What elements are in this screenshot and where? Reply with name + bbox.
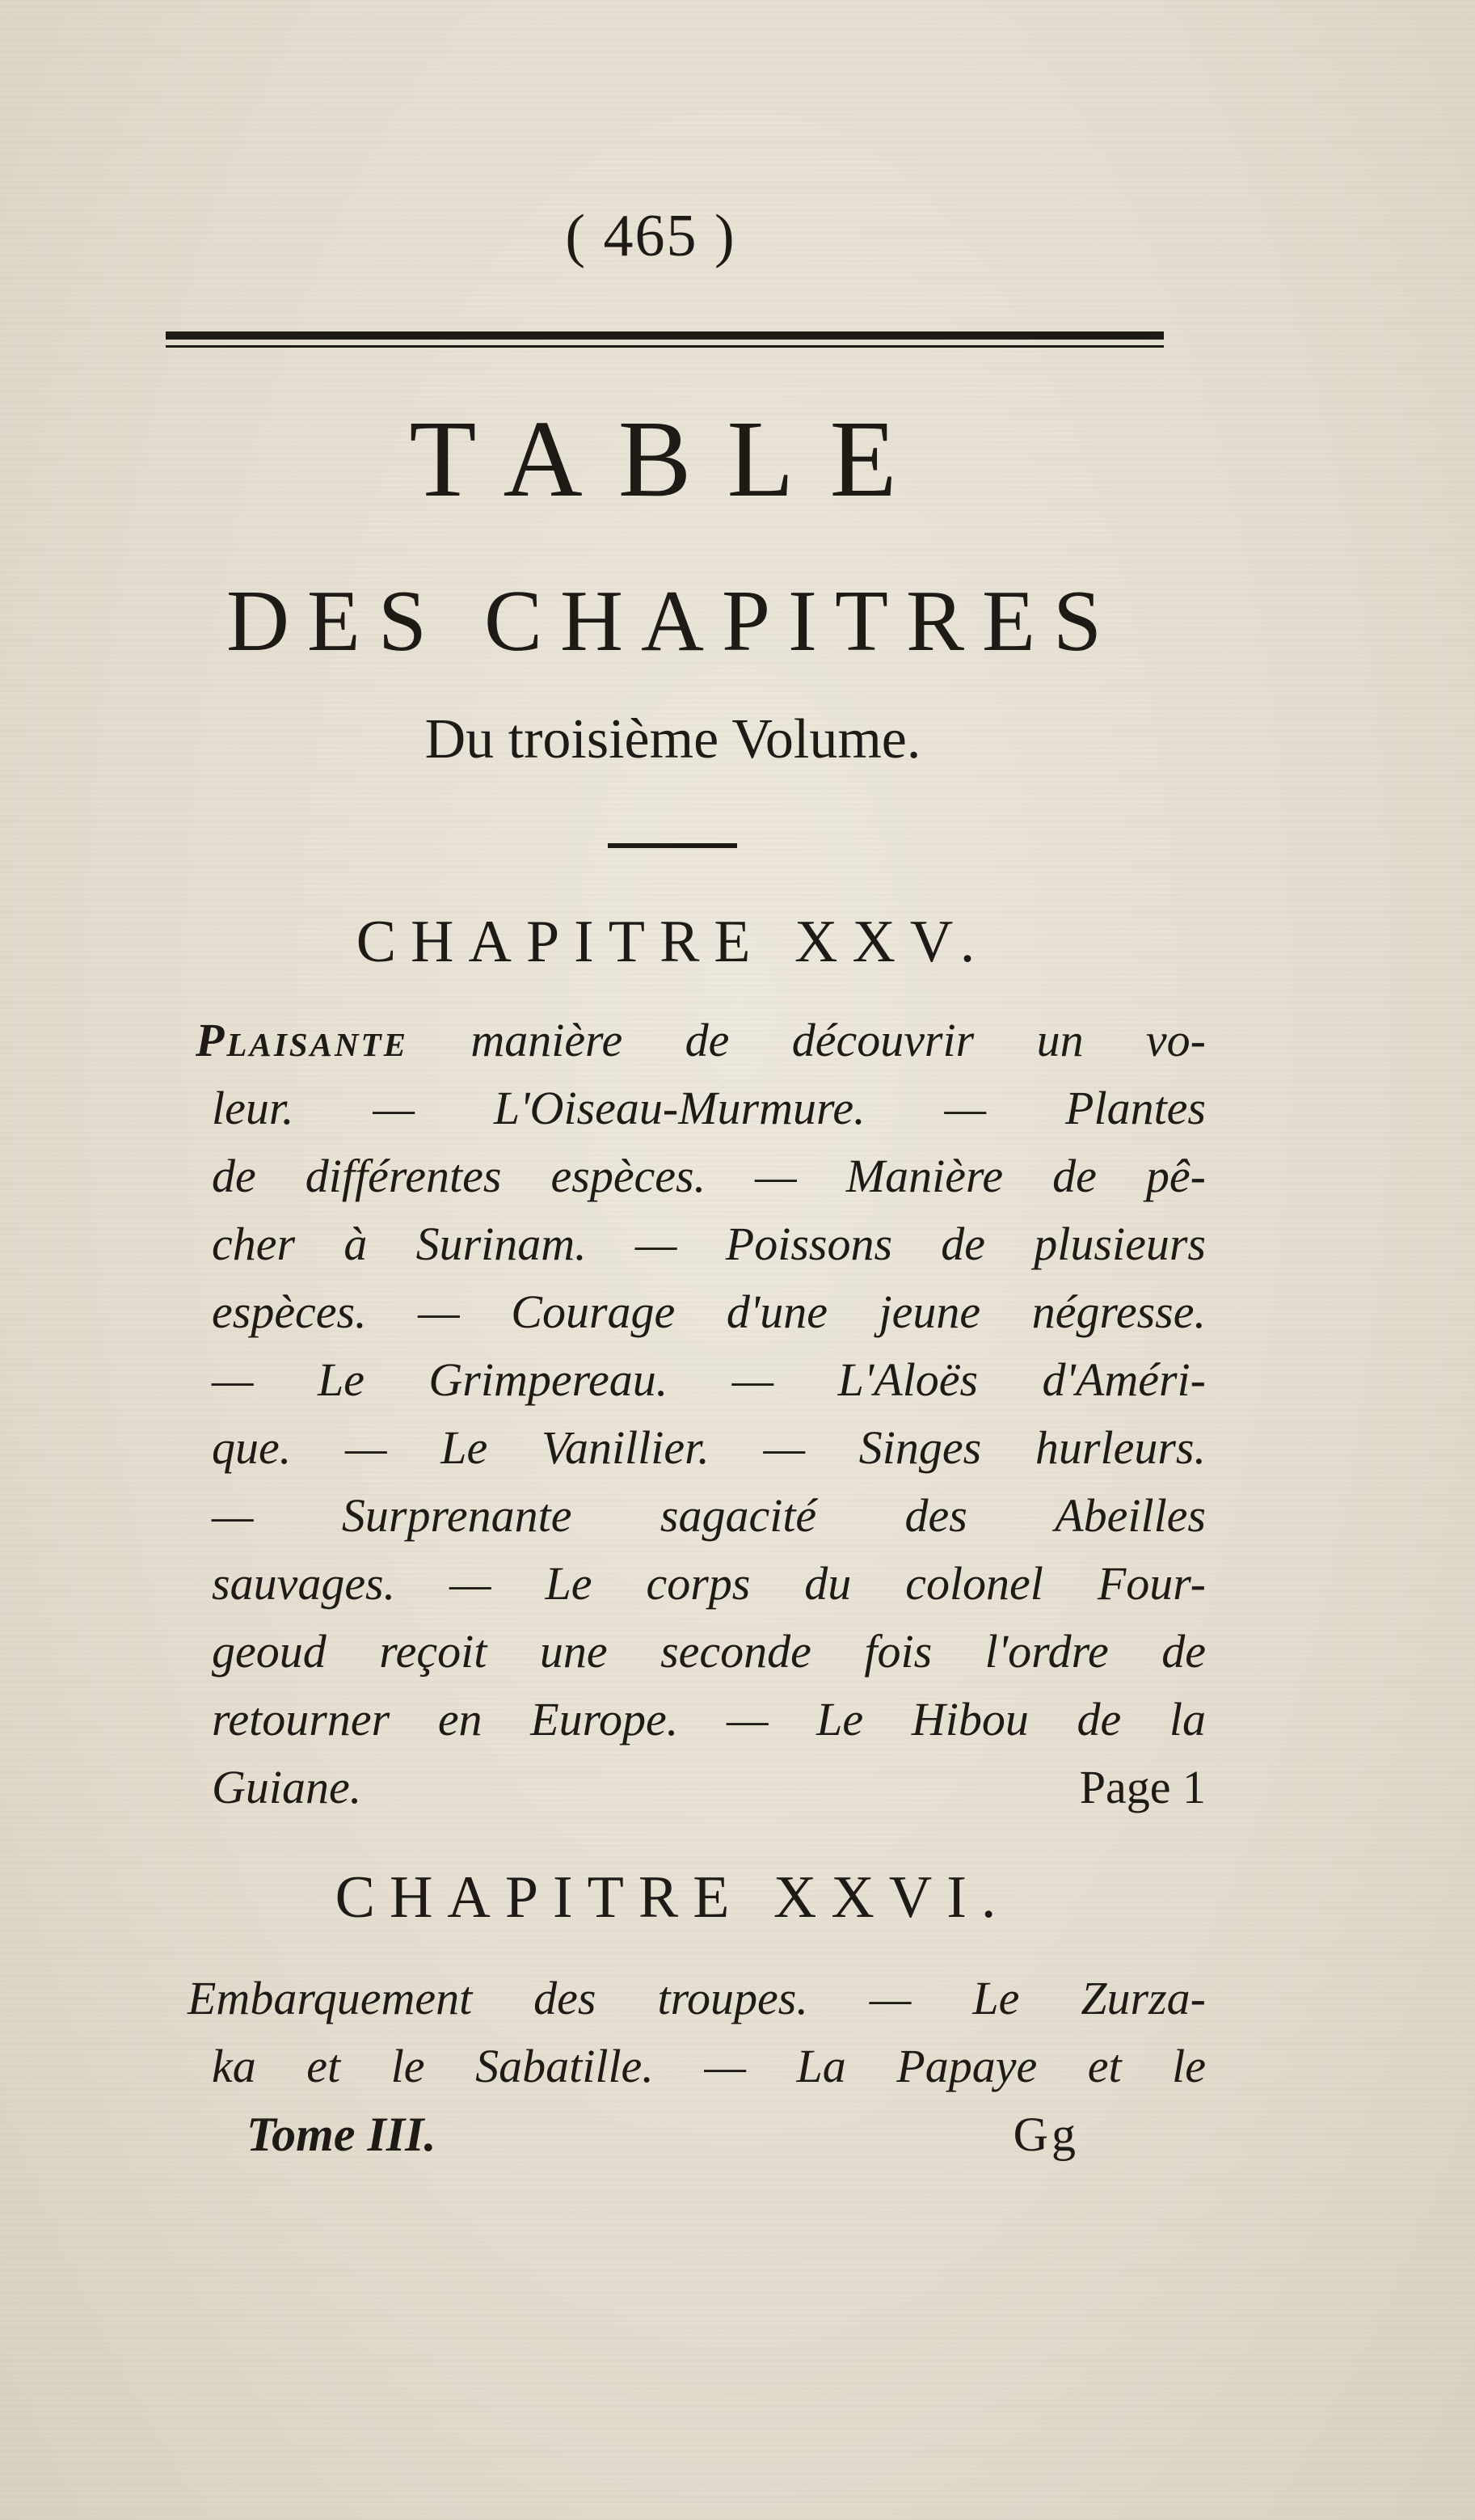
lead-word: Plaisante <box>196 1014 408 1066</box>
chapter-heading: CHAPITRE XXVI. <box>335 1864 1011 1931</box>
page-title: TABLE <box>409 399 933 520</box>
chapter-summary <box>196 1007 1206 1821</box>
summary-line: geoud reçoit une seconde fois l'ordre de <box>212 1625 1206 1678</box>
summary-line: — Le Grimpereau. — L'Aloës d'Améri- <box>212 1353 1206 1406</box>
page-number: ( 465 ) <box>565 203 736 269</box>
section-divider <box>608 843 737 848</box>
summary-line: Embarquement des troupes. — Le Zurza- <box>188 1972 1206 2024</box>
summary-line: espèces. — Courage d'une jeune négresse. <box>212 1285 1206 1338</box>
summary-line: retourner en Europe. — Le Hibou de la <box>212 1693 1206 1745</box>
chapter-heading: CHAPITRE XXV. <box>356 909 990 975</box>
signature-mark: Gg <box>1013 2108 1079 2161</box>
tome-label: Tome III. <box>247 2108 436 2161</box>
volume-caption: Du troisième Volume. <box>424 708 921 770</box>
page-subtitle: DES CHAPITRES <box>225 573 1120 669</box>
summary-line: de différentes espèces. — Manière de pê- <box>212 1150 1206 1202</box>
page-reference: Page 1 <box>1079 1761 1206 1813</box>
summary-line: sauvages. — Le corps du colonel Four- <box>212 1557 1206 1610</box>
header-rule <box>166 331 1164 340</box>
page-footer <box>247 2110 1079 2159</box>
summary-line: — Surprenante sagacité des Abeilles <box>212 1489 1206 1542</box>
summary-line: Plaisante manière de découvrir un vo- <box>196 1014 1206 1066</box>
summary-line: cher à Surinam. — Poissons de plusieurs <box>212 1218 1206 1270</box>
summary-line: ka et le Sabatille. — La Papaye et le <box>212 2040 1206 2092</box>
summary-line: Guiane. Page 1 <box>212 1754 1206 1821</box>
summary-line: leur. — L'Oiseau-Murmure. — Plantes <box>212 1082 1206 1134</box>
chapter-summary <box>188 1965 1206 2100</box>
summary-line: que. — Le Vanillier. — Singes hurleurs. <box>212 1421 1206 1474</box>
